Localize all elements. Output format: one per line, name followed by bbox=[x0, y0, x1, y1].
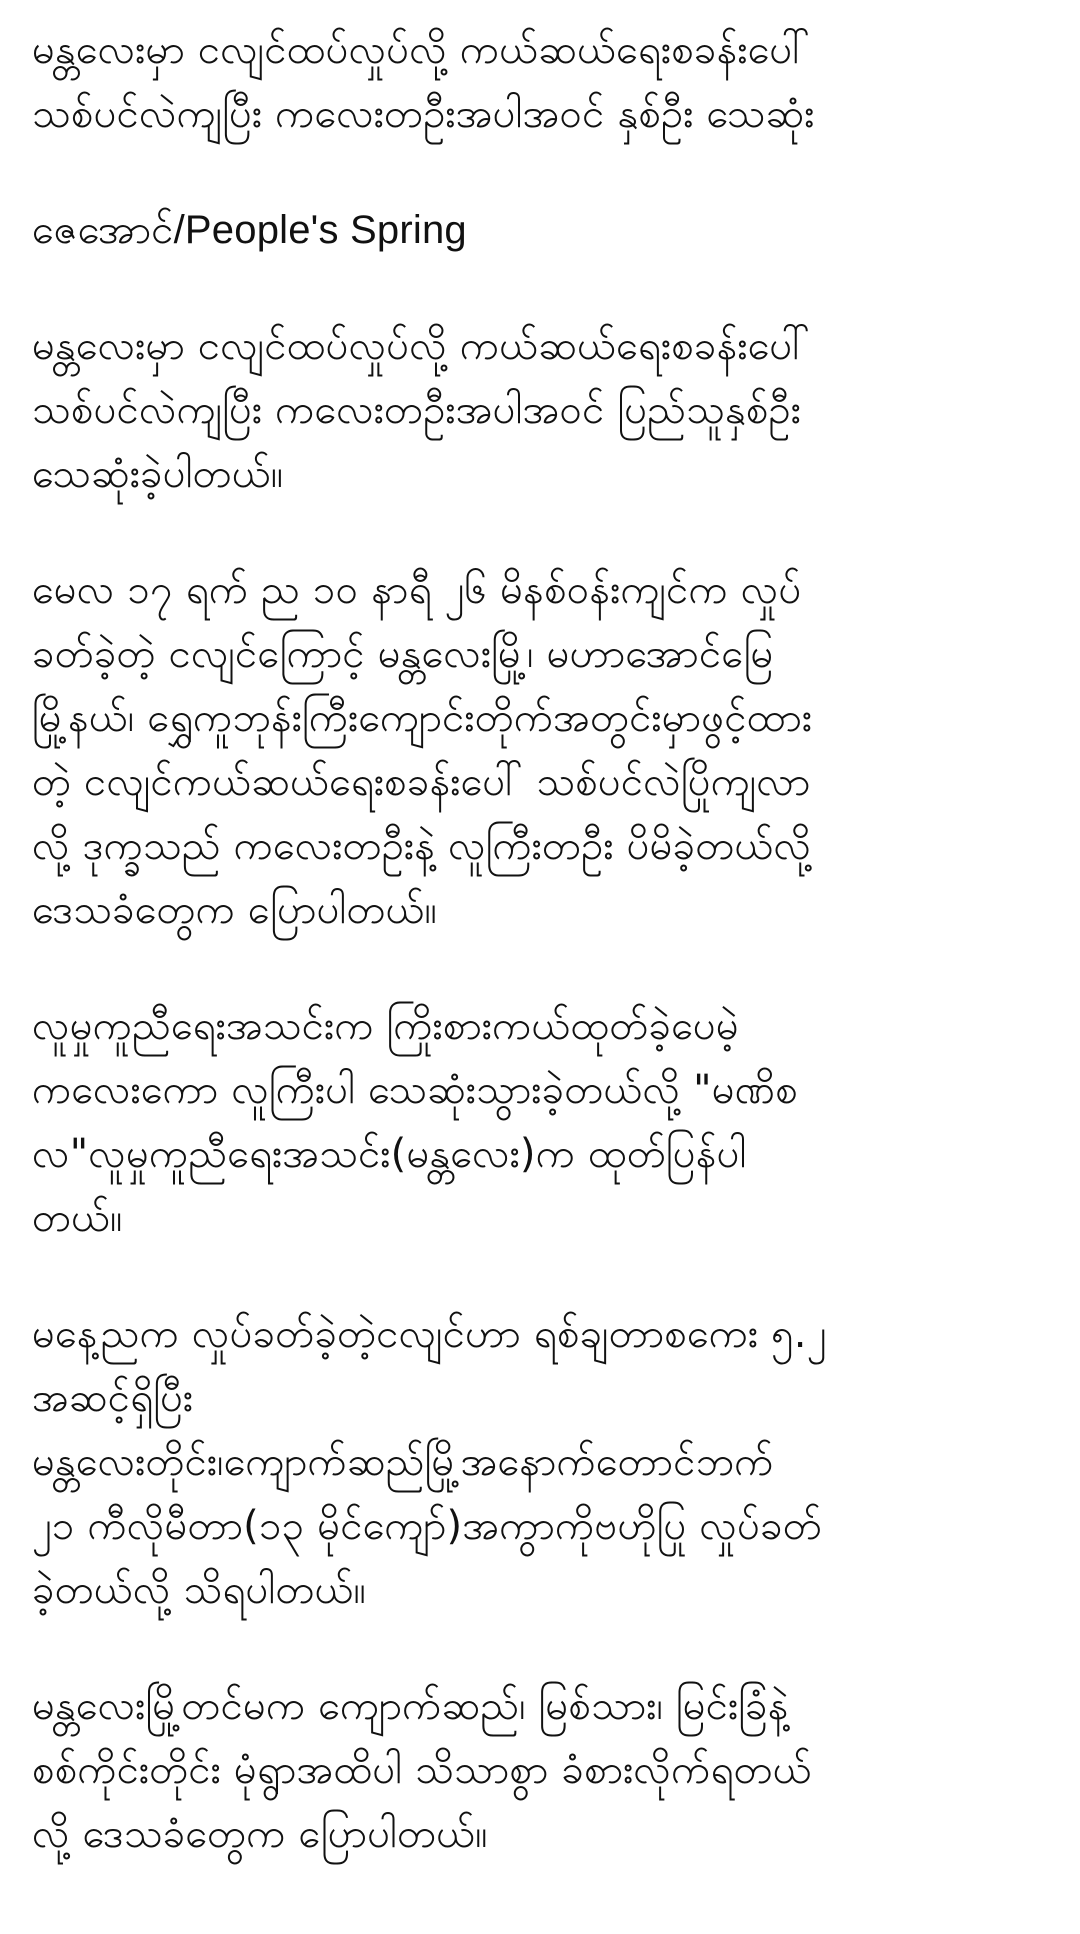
paragraph-line: ခတ်ခဲ့တဲ့ ငလျင်ကြောင့် မန္တလေးမြို့၊ မဟာအောင်မြေ bbox=[32, 631, 774, 677]
paragraph-line: တဲ့ ငလျင်ကယ်ဆယ်ရေးစခန်းပေါ် သစ်ပင်လဲပြိုကျလာ bbox=[32, 759, 811, 805]
paragraph-line: ခဲ့တယ်လို့ သိရပါတယ်။ bbox=[32, 1567, 366, 1613]
paragraph-line: မန္တလေးတိုင်း၊ကျောက်ဆည်မြို့အနောက်တောင်ဘက် bbox=[32, 1439, 774, 1485]
paragraph-2 bbox=[32, 558, 1052, 942]
headline-line: မန္တလေးမှာ ငလျင်ထပ်လှုပ်လို့ ကယ်ဆယ်ရေးစခန်းပေါ် bbox=[32, 27, 811, 73]
paragraph-line: မနေ့ညက လှုပ်ခတ်ခဲ့တဲ့ငလျင်ဟာ ရစ်ချတာစကေး ၅.၂ bbox=[32, 1311, 827, 1357]
paragraph-line: လို့ ဒုက္ခသည် ကလေးတဦးနဲ့ လူကြီးတဦး ပိမိခဲ့တယ်လို့ bbox=[32, 823, 812, 869]
paragraph-line: လူမှုကူညီရေးအသင်းက ကြိုးစားကယ်ထုတ်ခဲ့ပေမဲ့ bbox=[32, 1003, 739, 1049]
paragraph-line: ကလေးကော လူကြီးပါ သေဆုံးသွားခဲ့တယ်လို့ "မဏိစ bbox=[32, 1067, 798, 1113]
article-body bbox=[32, 18, 1052, 1918]
article-headline bbox=[32, 18, 1052, 146]
paragraph-line: ၂၁ ကီလိုမီတာ(၁၃ မိုင်ကျော်)အကွာကိုဗဟိုပြု လှုပ်ခတ် bbox=[32, 1503, 822, 1549]
paragraph-line: လ"လူမှုကူညီရေးအသင်း(မန္တလေး)က ထုတ်ပြန်ပါ bbox=[32, 1131, 747, 1177]
paragraph-line: မြို့နယ်၊ ရွှေကူဘုန်းကြီးကျောင်းတိုက်အတွင်းမှာဖွင့်ထား bbox=[32, 695, 813, 741]
paragraph-3 bbox=[32, 994, 1052, 1250]
paragraph-5 bbox=[32, 1674, 1052, 1866]
paragraph-line: မန္တလေးမှာ ငလျင်ထပ်လှုပ်လို့ ကယ်ဆယ်ရေးစခန်းပေါ် bbox=[32, 323, 811, 369]
source-line: ဇေအောင်/People's Spring bbox=[32, 208, 467, 252]
article-source bbox=[32, 198, 1052, 262]
paragraph-line: ဒေသခံတွေက ပြောပါတယ်။ bbox=[32, 887, 437, 933]
paragraph-line: သေဆုံးခဲ့ပါတယ်။ bbox=[32, 451, 284, 497]
paragraph-line: တယ်။ bbox=[32, 1195, 123, 1241]
paragraph-line: စစ်ကိုင်းတိုင်း မုံရွာအထိပါ သိသာစွာ ခံစားလိုက်ရတယ် bbox=[32, 1747, 812, 1793]
paragraph-line: လို့ ဒေသခံတွေက ပြောပါတယ်။ bbox=[32, 1811, 488, 1857]
paragraph-line: မေလ ၁၇ ရက် ည ၁၀ နာရီ ၂၆ မိနစ်ဝန်းကျင်က လှုပ် bbox=[32, 567, 802, 613]
paragraph-1 bbox=[32, 314, 1052, 506]
headline-line: သစ်ပင်လဲကျပြီး ကလေးတဦးအပါအဝင် နှစ်ဦး သေဆုံး bbox=[32, 91, 815, 137]
paragraph-line: သစ်ပင်လဲကျပြီး ကလေးတဦးအပါအဝင် ပြည်သူနှစ်ဦး bbox=[32, 387, 802, 433]
paragraph-line: မန္တလေးမြို့တင်မက ကျောက်ဆည်၊ မြစ်သား၊ မြင်းခြံနဲ့ bbox=[32, 1683, 789, 1729]
paragraph-4 bbox=[32, 1302, 1052, 1622]
paragraph-line: အဆင့်ရှိပြီး bbox=[32, 1375, 194, 1421]
